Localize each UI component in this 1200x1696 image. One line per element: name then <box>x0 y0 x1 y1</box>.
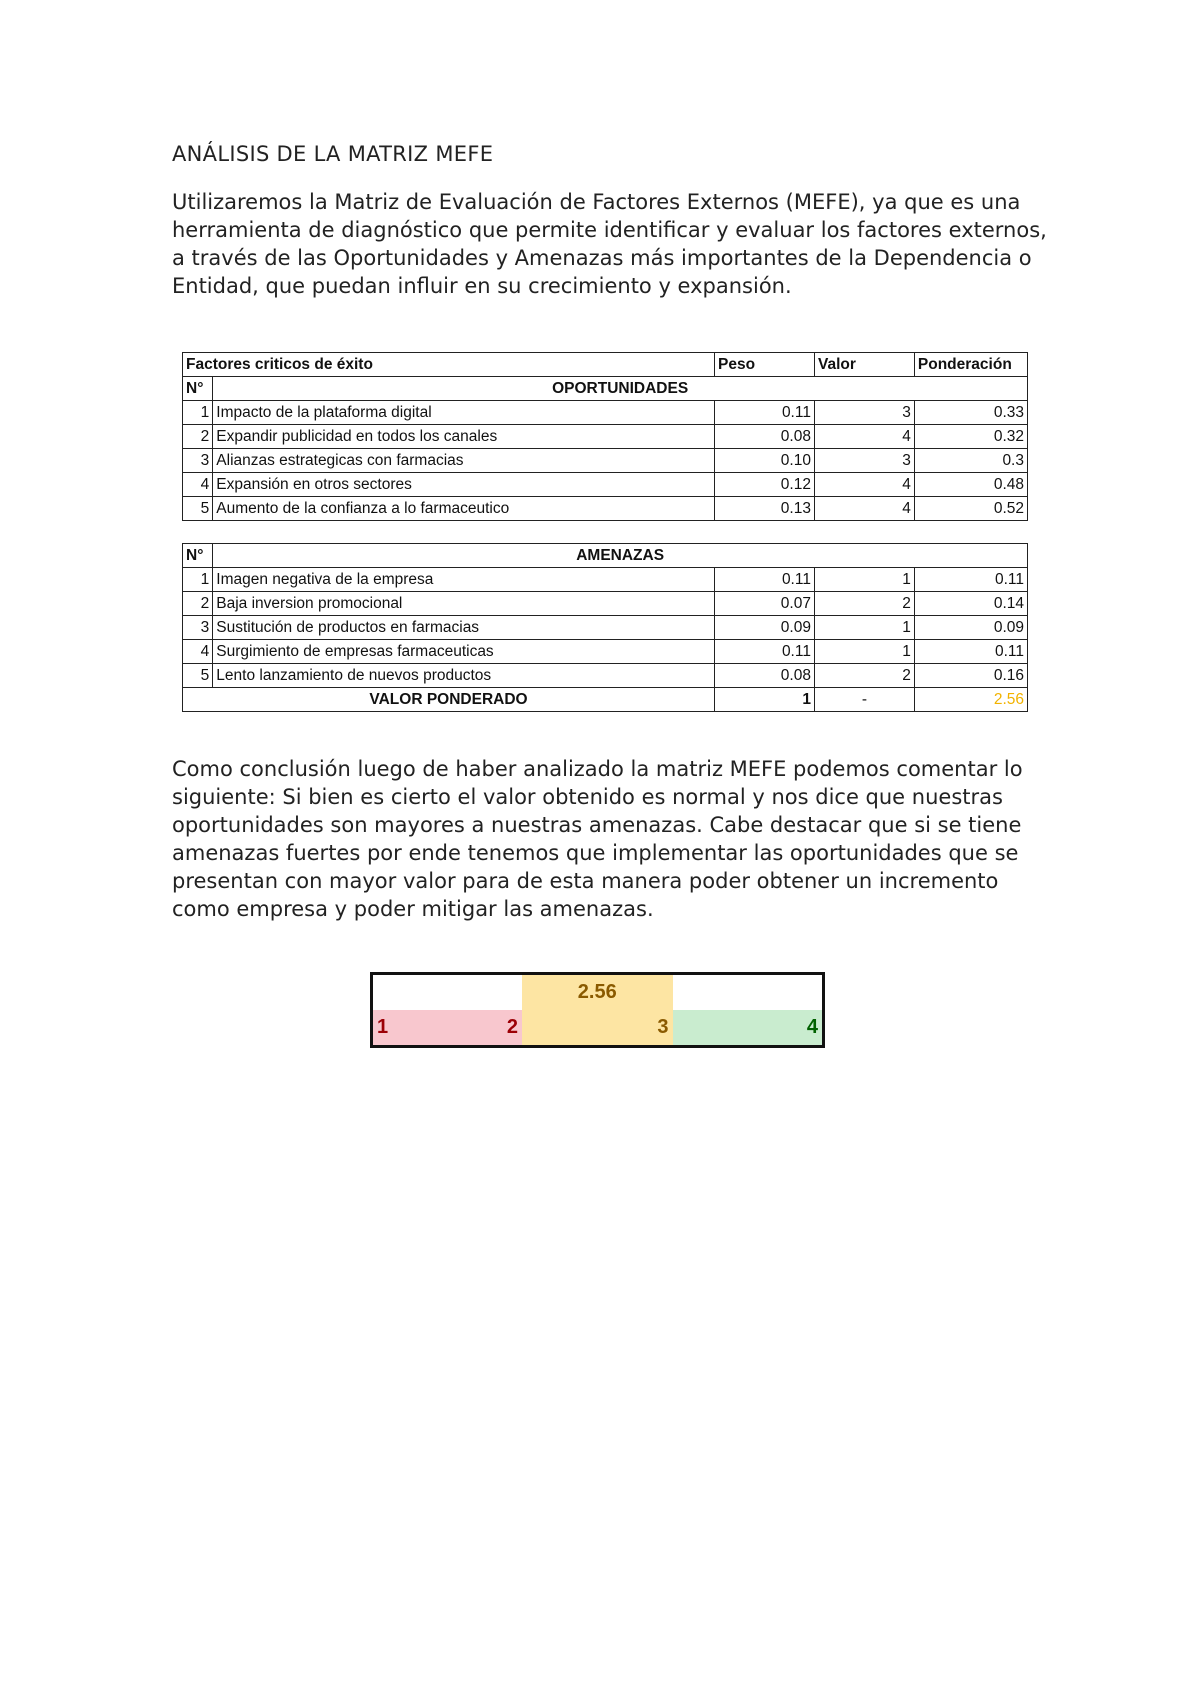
row-number: 3 <box>183 616 213 640</box>
col-ponderacion-header: Ponderación <box>914 353 1027 377</box>
table-header-row <box>183 353 1028 377</box>
page-title: ANÁLISIS DE LA MATRIZ MEFE <box>172 142 494 166</box>
col-peso-header: Peso <box>715 353 815 377</box>
valor-cell: 4 <box>814 497 914 521</box>
total-row <box>183 688 1028 712</box>
ponderacion-cell: 0.48 <box>914 473 1027 497</box>
valor-cell: 2 <box>814 592 914 616</box>
valor-cell: 1 <box>814 568 914 592</box>
row-number: 2 <box>183 592 213 616</box>
total-ponderacion: 2.56 <box>914 688 1027 712</box>
valor-cell: 2 <box>814 664 914 688</box>
table-row <box>183 664 1028 688</box>
ponderacion-cell: 0.14 <box>914 592 1027 616</box>
peso-cell: 0.09 <box>715 616 815 640</box>
threats-header-row <box>183 544 1028 568</box>
scale-empty-left <box>372 974 523 1011</box>
table-row <box>183 473 1028 497</box>
peso-cell: 0.10 <box>715 449 815 473</box>
ponderacion-cell: 0.52 <box>914 497 1027 521</box>
scale-tick-3: 3 <box>522 1010 673 1047</box>
scale-tick-2: 2 <box>506 1016 519 1038</box>
valor-cell: 3 <box>814 449 914 473</box>
mefe-table <box>182 352 1028 712</box>
valor-cell: 1 <box>814 616 914 640</box>
opportunities-section-label: OPORTUNIDADES <box>213 377 1028 401</box>
row-number: 5 <box>183 497 213 521</box>
num-header: N° <box>183 544 213 568</box>
peso-cell: 0.11 <box>715 640 815 664</box>
ponderacion-cell: 0.09 <box>914 616 1027 640</box>
ponderacion-cell: 0.32 <box>914 425 1027 449</box>
total-label: VALOR PONDERADO <box>183 688 715 712</box>
scale-red-cell <box>372 1010 523 1047</box>
ponderacion-cell: 0.11 <box>914 640 1027 664</box>
opportunities-header-row <box>183 377 1028 401</box>
row-number: 2 <box>183 425 213 449</box>
conclusion-paragraph: Como conclusión luego de haber analizado la matriz MEFE podemos comentar lo siguiente: Si bien es cierto el valor obtenido es normal y nos dice que nuestras oportunidades son mayores a nuestras amenazas. Cabe destacar que si se tiene amenazas fuertes por ende tenemos que implementar las oportunidades que se presentan con mayor valor para de esta manera poder obtener un incremento como empresa y poder mitigar las amenazas. <box>172 757 1023 921</box>
factor-cell: Alianzas estrategicas con farmacias <box>213 449 715 473</box>
row-number: 4 <box>183 640 213 664</box>
ponderacion-cell: 0.33 <box>914 401 1027 425</box>
table-row <box>183 425 1028 449</box>
total-valor: - <box>814 688 914 712</box>
ponderacion-cell: 0.11 <box>914 568 1027 592</box>
peso-cell: 0.07 <box>715 592 815 616</box>
ponderacion-cell: 0.16 <box>914 664 1027 688</box>
valor-cell: 1 <box>814 640 914 664</box>
peso-cell: 0.08 <box>715 664 815 688</box>
table-row <box>183 401 1028 425</box>
scale-ticks-row <box>372 1010 824 1047</box>
factor-cell: Impacto de la plataforma digital <box>213 401 715 425</box>
row-number: 4 <box>183 473 213 497</box>
threats-section-label: AMENAZAS <box>213 544 1028 568</box>
factor-cell: Baja inversion promocional <box>213 592 715 616</box>
section-gap <box>183 521 1028 544</box>
num-header: N° <box>183 377 213 401</box>
factor-cell: Expandir publicidad en todos los canales <box>213 425 715 449</box>
peso-cell: 0.08 <box>715 425 815 449</box>
peso-cell: 0.12 <box>715 473 815 497</box>
factor-cell: Lento lanzamiento de nuevos productos <box>213 664 715 688</box>
rating-scale <box>370 972 825 1048</box>
intro-paragraph: Utilizaremos la Matriz de Evaluación de Factores Externos (MEFE), ya que es una herramienta de diagnóstico que permite identificar y evaluar los factores externos, a través de las Oportunidades y Amenazas más importantes de la Dependencia o Entidad, que puedan influir en su crecimiento y expansión. <box>172 190 1047 298</box>
factor-cell: Aumento de la confianza a lo farmaceutico <box>213 497 715 521</box>
table-row <box>183 449 1028 473</box>
peso-cell: 0.11 <box>715 401 815 425</box>
valor-cell: 4 <box>814 425 914 449</box>
peso-cell: 0.13 <box>715 497 815 521</box>
ponderacion-cell: 0.3 <box>914 449 1027 473</box>
table-row <box>183 616 1028 640</box>
factor-cell: Expansión en otros sectores <box>213 473 715 497</box>
total-peso: 1 <box>715 688 815 712</box>
factor-cell: Sustitución de productos en farmacias <box>213 616 715 640</box>
row-number: 1 <box>183 401 213 425</box>
row-number: 5 <box>183 664 213 688</box>
col-factors-header: Factores criticos de éxito <box>183 353 715 377</box>
scale-tick-1: 1 <box>377 1016 389 1038</box>
valor-cell: 3 <box>814 401 914 425</box>
table-row <box>183 568 1028 592</box>
table-row <box>183 640 1028 664</box>
factor-cell: Surgimiento de empresas farmaceuticas <box>213 640 715 664</box>
col-valor-header: Valor <box>814 353 914 377</box>
row-number: 1 <box>183 568 213 592</box>
peso-cell: 0.11 <box>715 568 815 592</box>
scale-result-value: 2.56 <box>522 974 673 1011</box>
scale-empty-right <box>673 974 824 1011</box>
scale-tick-4: 4 <box>673 1010 824 1047</box>
valor-cell: 4 <box>814 473 914 497</box>
table-row <box>183 592 1028 616</box>
table-row <box>183 497 1028 521</box>
factor-cell: Imagen negativa de la empresa <box>213 568 715 592</box>
scale-result-row <box>372 974 824 1011</box>
row-number: 3 <box>183 449 213 473</box>
